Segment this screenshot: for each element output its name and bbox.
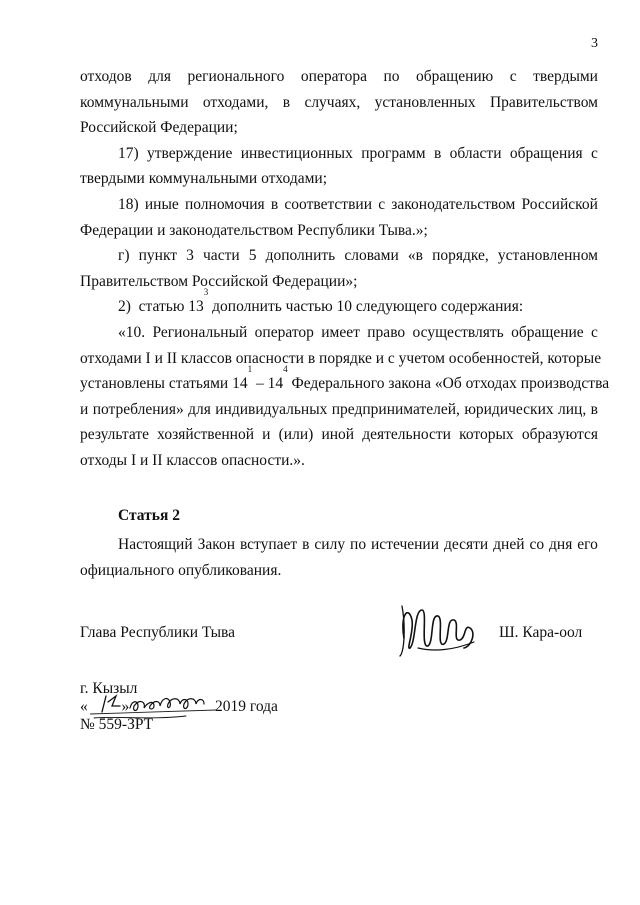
word: и [80, 400, 89, 418]
line-text: дополнить частью 10 следующего содержания: [208, 298, 524, 316]
superscript: 1 [247, 364, 253, 375]
word: по [383, 68, 400, 85]
word: 18) [118, 195, 139, 213]
paragraph-line [80, 320, 598, 346]
word: «в [407, 247, 423, 265]
word: лиц, [558, 400, 587, 418]
paragraph-line [80, 115, 598, 141]
word: с [591, 144, 598, 162]
word: предпринимателей, [331, 400, 460, 418]
word: деятельности [362, 426, 451, 444]
word: с [591, 323, 598, 341]
word: программ [361, 144, 426, 162]
word: законодательством [391, 195, 516, 213]
handwritten-date-entry [88, 692, 218, 722]
word: оператора [300, 68, 367, 85]
word: по [350, 536, 367, 553]
date-open-quote: « [80, 698, 88, 715]
word: хозяйственной [157, 426, 255, 444]
word: отходами, [202, 93, 269, 111]
word: полномочия [184, 195, 265, 213]
law-number: № 559-ЗРТ [80, 716, 154, 733]
line-text: твердыми коммунальными отходами; [80, 170, 328, 188]
word: дня [549, 536, 573, 553]
word: регионального [187, 68, 285, 85]
line-text: отходы I и II классов опасности.». [80, 451, 305, 469]
word: 3 [186, 247, 194, 265]
word: в [270, 195, 279, 213]
word: истечении [371, 536, 440, 553]
word: в [282, 93, 291, 111]
word: осуществлять [412, 323, 504, 341]
word: установленных [374, 93, 476, 111]
word: Правительством [489, 93, 598, 111]
date-year: 2019 года [215, 698, 278, 715]
word: результате [80, 426, 149, 444]
paragraph-line [80, 218, 598, 244]
word: инвестиционных [240, 144, 353, 162]
word: с [378, 195, 386, 213]
page-number: 3 [591, 36, 598, 51]
word: утверждение [147, 144, 233, 162]
paragraph-line [80, 141, 598, 167]
word: соответствии [284, 195, 372, 213]
word: отходов [80, 68, 132, 85]
word: части [203, 247, 240, 265]
line-text: официального опубликования. [80, 562, 282, 579]
word: обращению [416, 68, 494, 85]
paragraph-line [80, 346, 602, 372]
word: «10. [118, 323, 146, 341]
word: потребления» [92, 400, 184, 418]
paragraph-line [80, 166, 598, 192]
word: в [302, 536, 310, 553]
word: с [509, 68, 517, 85]
word: для [188, 400, 211, 418]
word: вступает [239, 536, 298, 553]
word: которых [459, 426, 514, 444]
superscript: 3 [203, 287, 209, 298]
word: иные [144, 195, 179, 213]
paragraph-line [80, 397, 598, 423]
paragraph-line [80, 532, 598, 558]
word: десяти [443, 536, 489, 553]
word: Российской [521, 195, 598, 213]
word: силу [314, 536, 346, 553]
law-text-body [80, 64, 610, 474]
word: оператор [254, 323, 314, 341]
article-2-text [80, 532, 598, 584]
superscript: 4 [283, 364, 288, 375]
line-text: – 14 [252, 375, 284, 393]
line-text: Федерации и законодательством Республики Тыва.»; [80, 221, 428, 239]
paragraph-line [80, 558, 598, 584]
paragraph-line [80, 448, 598, 474]
word: словами [344, 247, 399, 265]
word: в [590, 400, 598, 418]
word: коммунальными [80, 93, 189, 111]
word: индивидуальных [215, 400, 328, 418]
word: пункт [138, 247, 178, 265]
article-heading: Статья 2 [118, 507, 180, 524]
paragraph-line [80, 90, 598, 116]
word: порядке, [432, 247, 489, 265]
word: юридических [464, 400, 554, 418]
word: его [577, 536, 598, 553]
word: случаях, [304, 93, 361, 111]
word: Закон [197, 536, 236, 553]
line-text: Правительством Российской Федерации»; [80, 272, 358, 290]
word: г) [118, 247, 130, 265]
line-text: Федерального закона «Об отходах производства [287, 375, 610, 393]
word: Настоящий [118, 536, 193, 553]
line-text: 2) статью 13 [118, 298, 204, 316]
word: право [367, 323, 406, 341]
paragraph-line [80, 422, 598, 448]
word: и [262, 426, 271, 444]
paragraph-line [80, 364, 610, 397]
word: для [148, 68, 171, 85]
word: обращение [511, 323, 584, 341]
word: установленном [497, 247, 598, 265]
paragraph-line [80, 287, 598, 320]
word: со [529, 536, 545, 553]
signer-name: Ш. Кара-оол [499, 624, 583, 641]
paragraph-line [80, 192, 598, 218]
word: дополнить [265, 247, 336, 265]
word: обращения [509, 144, 583, 162]
date-close-quote: » [121, 698, 130, 715]
handwritten-signature [394, 598, 480, 660]
signer-title: Глава Республики Тыва [80, 624, 236, 641]
paragraph-line [80, 243, 598, 269]
line-text: отходами I и II классов опасности в порядке и с учетом особенностей, которые [80, 349, 602, 367]
word: иной [321, 426, 355, 444]
word: 5 [248, 247, 257, 265]
line-text: Российской Федерации; [80, 119, 238, 137]
word: в [433, 144, 442, 162]
word: Региональный [152, 323, 248, 341]
paragraph-line [80, 269, 598, 295]
paragraph-line [80, 64, 598, 90]
word: области [449, 144, 502, 162]
word: (или) [278, 426, 314, 444]
word: имеет [321, 323, 360, 341]
word: образуются [521, 426, 598, 444]
word: твердыми [533, 68, 598, 85]
city: г. Кызыл [80, 680, 138, 697]
word: 17) [118, 144, 139, 162]
line-text: установлены статьями 14 [80, 375, 248, 393]
word: дней [493, 536, 525, 553]
